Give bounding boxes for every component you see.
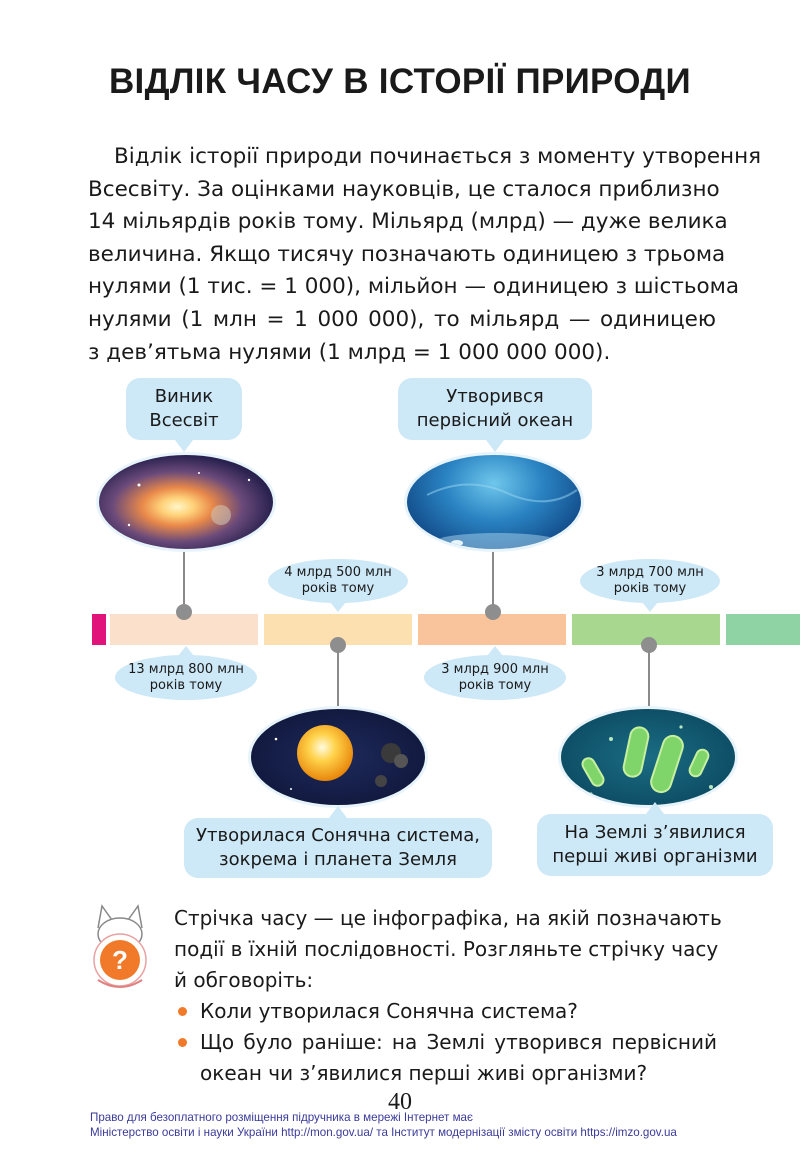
event-bubble-life <box>537 814 773 876</box>
discussion-block <box>174 903 722 1089</box>
bullet-text-continued: океан чи з’явилися перші живі організми? <box>200 1061 648 1085</box>
event-label: Всесвіт <box>149 410 219 431</box>
timeline-marker <box>485 604 501 620</box>
footer-notice <box>90 1110 677 1140</box>
time-unit: років тому <box>458 677 532 693</box>
question-mark-icon: ? <box>112 945 128 975</box>
time-label-life <box>580 559 720 603</box>
page-title: ВІДЛІК ЧАСУ В ІСТОРІЇ ПРИРОДИ <box>108 62 691 101</box>
event-label: зокрема і планета Земля <box>219 849 457 870</box>
event-stem <box>337 650 339 710</box>
event-label: Виник <box>154 386 214 407</box>
bullet-item <box>174 1027 717 1058</box>
intro-line: Всесвіту. За оцінками науковців, це сталося приблизно <box>88 176 720 202</box>
intro-line: 14 мільярдів років тому. Мільярд (млрд) — дуже велика <box>88 209 728 235</box>
intro-line: нулями (1 тис. = 1 000), мільйон — одиницею з шістьома <box>88 274 740 300</box>
event-label: перші живі організми <box>552 846 758 867</box>
time-label-universe <box>115 655 257 700</box>
bullet-icon <box>178 1007 187 1016</box>
time-label-solar-system <box>268 559 408 603</box>
footer-line: Міністерство освіти і науки України http://mon.gov.ua/ та Інститут модернізації змісту освіти https://imzo.gov.ua <box>90 1126 677 1139</box>
intro-line: з дев’ятьма нулями (1 млрд = 1 000 000 000). <box>88 339 611 365</box>
timeline-segment <box>92 614 106 645</box>
event-bubble-universe <box>126 378 242 440</box>
footer-line: Право для безоплатного розміщення підручника в мережі Інтернет має <box>90 1111 473 1124</box>
time-label-ocean <box>424 655 566 700</box>
discussion-line: й обговоріть: <box>174 968 314 992</box>
event-stem <box>648 650 650 710</box>
event-label: Утворилася Сонячна система, <box>196 825 480 846</box>
intro-line: величина. Якщо тисячу позначають одиницею з трьома <box>88 241 726 267</box>
time-value: 3 млрд 900 млн <box>441 661 549 677</box>
bullet-text: Коли утворилася Сонячна система? <box>200 999 578 1023</box>
bullet-text: Що було раніше: на Землі утворився первісний <box>200 1030 717 1054</box>
event-stem <box>492 552 494 610</box>
bullet-icon <box>178 1038 187 1047</box>
discussion-line: події в їхній послідовності. Розгляньте стрічку часу <box>174 937 719 961</box>
event-label: Утворився <box>446 386 544 407</box>
page-number: 40 <box>388 1089 412 1115</box>
event-bubble-ocean <box>398 378 592 440</box>
intro-line: Відлік історії природи починається з моменту утворення <box>114 144 762 169</box>
discussion-line: Стрічка часу — це інфографіка, на якій позначають <box>174 906 722 930</box>
timeline-marker <box>176 604 192 620</box>
timeline-segment <box>726 614 800 645</box>
event-stem <box>183 552 185 610</box>
event-label: На Землі з’явилися <box>564 822 746 843</box>
ocean-image <box>404 452 584 552</box>
time-unit: років тому <box>301 581 375 596</box>
bullet-item <box>174 996 717 1027</box>
solar-system-image <box>248 706 428 808</box>
intro-paragraph <box>88 141 762 369</box>
time-value: 4 млрд 500 млн <box>284 565 392 580</box>
big-bang-image <box>96 452 276 552</box>
cat-mascot-icon <box>84 900 154 995</box>
event-label: первісний океан <box>416 410 574 431</box>
organisms-image <box>558 706 738 808</box>
time-value: 3 млрд 700 млн <box>596 565 704 580</box>
event-bubble-solar-system <box>184 818 492 878</box>
time-unit: років тому <box>613 581 687 596</box>
time-unit: років тому <box>149 677 223 693</box>
time-value: 13 млрд 800 млн <box>128 661 244 677</box>
intro-line: нулями (1 млн = 1 000 000), то мільярд — одиницею <box>88 306 716 332</box>
